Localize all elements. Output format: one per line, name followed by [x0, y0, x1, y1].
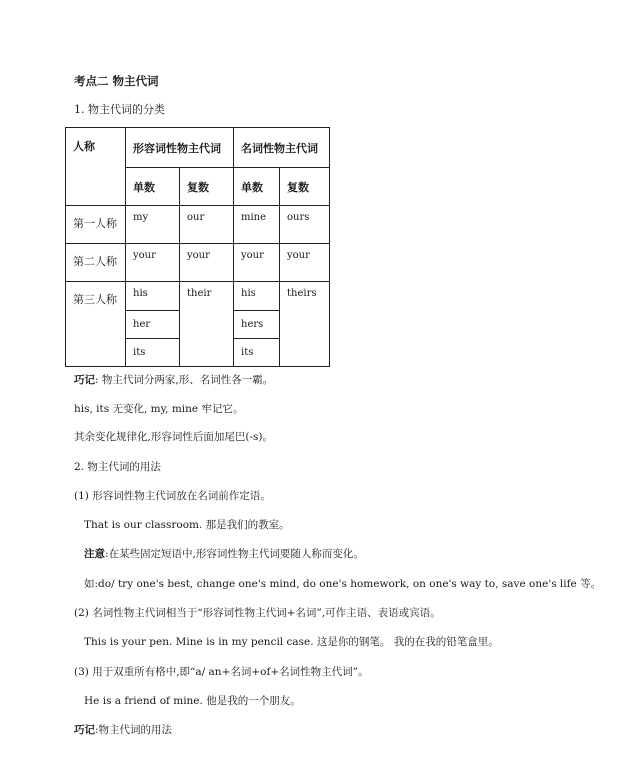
table-row [66, 206, 330, 244]
table-cell: his [126, 282, 180, 311]
table-cell: your [180, 244, 234, 282]
table-cell: mine [234, 206, 280, 244]
usage-rule-2: (2) 名词性物主代词相当于“形容词性物主代词+名词”,可作主语、表语或宾语。 [74, 607, 441, 619]
header-singular: 单数 [126, 168, 180, 206]
table-cell: hers [234, 311, 280, 339]
mnemonic-line-1: 巧记: 物主代词分两家,形、名词性各一霸。 [74, 374, 274, 386]
table-cell: your [234, 244, 280, 282]
mnemonic-usage-line: 巧记:物主代词的用法 [74, 724, 173, 736]
note-line: 注意:在某些固定短语中,形容词性物主代词要随人称而变化。 [84, 548, 364, 560]
header-noun-possessive: 名词性物主代词 [234, 128, 330, 168]
table-cell: our [180, 206, 234, 244]
table-row [66, 244, 330, 282]
subsection-heading-usage: 2. 物主代词的用法 [74, 461, 161, 473]
table-row [66, 282, 330, 311]
row-label-third-person: 第三人称 [66, 282, 126, 367]
mnemonic-label: 巧记 [74, 724, 95, 736]
table-cell: my [126, 206, 180, 244]
table-row [66, 128, 330, 168]
mnemonic-label: 巧记 [74, 374, 95, 386]
header-plural: 复数 [180, 168, 234, 206]
usage-rule-3: (3) 用于双重所有格中,即“a/ an+名词+of+名词性物主代词”。 [74, 666, 369, 678]
table-cell: ours [280, 206, 330, 244]
table-cell: your [126, 244, 180, 282]
table-cell: its [126, 339, 180, 367]
note-label: 注意 [84, 548, 105, 560]
example-sentence-2: This is your pen. Mine is in my pencil case. 这是你的钢笔。 我的在我的铅笔盒里。 [84, 636, 499, 648]
table-cell: your [280, 244, 330, 282]
header-person: 人称 [66, 128, 126, 206]
example-sentence-1: That is our classroom. 那是我们的教室。 [84, 519, 290, 531]
subsection-heading-classification: 1. 物主代词的分类 [74, 103, 165, 116]
example-sentence-3: He is a friend of mine. 他是我的一个朋友。 [84, 695, 301, 707]
table-cell: her [126, 311, 180, 339]
header-singular: 单数 [234, 168, 280, 206]
header-adjective-possessive: 形容词性物主代词 [126, 128, 234, 168]
possessive-pronoun-table [65, 127, 330, 367]
section-title: 考点二 物主代词 [74, 74, 159, 88]
table-cell: their [180, 282, 234, 367]
table-cell: his [234, 282, 280, 311]
example-phrases: 如:do/ try one's best, change one's mind, do one's homework, on one's way to, save one's life 等。 [84, 578, 602, 590]
table-cell: theirs [280, 282, 330, 367]
row-label-first-person: 第一人称 [66, 206, 126, 244]
usage-rule-1: (1) 形容词性物主代词放在名词前作定语。 [74, 490, 271, 502]
row-label-second-person: 第二人称 [66, 244, 126, 282]
mnemonic-line-2: his, its 无变化, my, mine 牢记它。 [74, 403, 244, 415]
mnemonic-line-3: 其余变化规律化,形容词性后面加尾巴(-s)。 [74, 431, 273, 443]
table-cell: its [234, 339, 280, 367]
header-plural: 复数 [280, 168, 330, 206]
